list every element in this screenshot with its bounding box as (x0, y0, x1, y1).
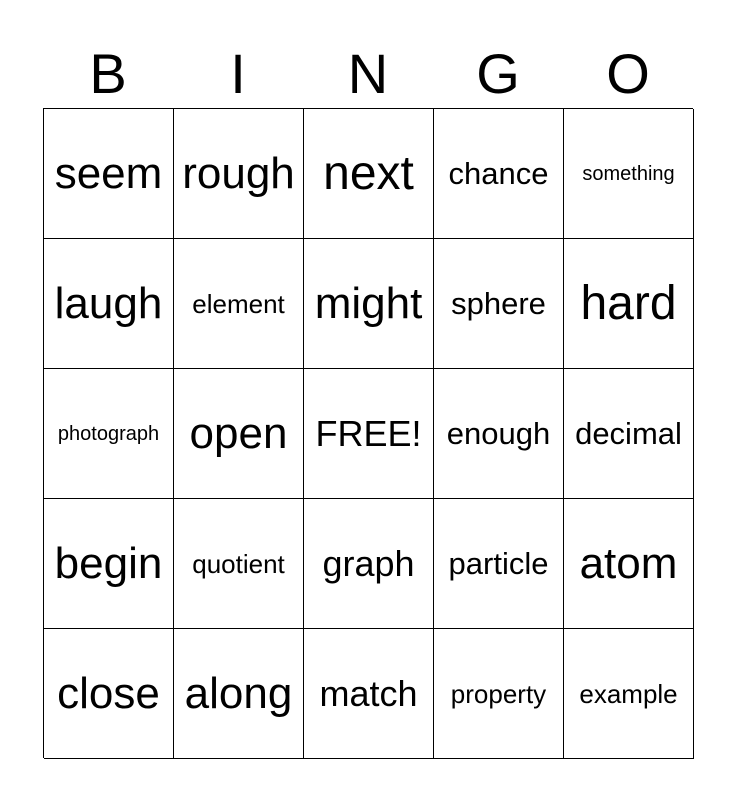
bingo-cell[interactable]: seem (44, 109, 174, 239)
free-space-cell[interactable]: FREE! (304, 369, 434, 499)
bingo-cell[interactable]: element (174, 239, 304, 369)
bingo-cell[interactable]: atom (564, 499, 694, 629)
bingo-cell[interactable]: match (304, 629, 434, 759)
bingo-cell[interactable]: laugh (44, 239, 174, 369)
header-letter-o: O (606, 42, 650, 105)
bingo-cell[interactable]: open (174, 369, 304, 499)
header-letter-i: I (230, 42, 246, 105)
bingo-cell[interactable]: along (174, 629, 304, 759)
bingo-cell[interactable]: next (304, 109, 434, 239)
bingo-cell[interactable]: might (304, 239, 434, 369)
bingo-cell[interactable]: photograph (44, 369, 174, 499)
bingo-cell[interactable]: close (44, 629, 174, 759)
bingo-cell[interactable]: enough (434, 369, 564, 499)
bingo-cell[interactable]: quotient (174, 499, 304, 629)
header-letter-g: G (476, 42, 520, 105)
bingo-cell[interactable]: property (434, 629, 564, 759)
bingo-cell[interactable]: begin (44, 499, 174, 629)
bingo-cell[interactable]: sphere (434, 239, 564, 369)
bingo-cell[interactable]: decimal (564, 369, 694, 499)
bingo-cell[interactable]: chance (434, 109, 564, 239)
bingo-cell[interactable]: something (564, 109, 694, 239)
bingo-cell[interactable]: rough (174, 109, 304, 239)
bingo-board (43, 108, 693, 758)
bingo-cell[interactable]: hard (564, 239, 694, 369)
bingo-cell[interactable]: graph (304, 499, 434, 629)
header-letter-n: N (347, 42, 389, 105)
bingo-cell[interactable]: example (564, 629, 694, 759)
header-letter-b: B (89, 42, 127, 105)
bingo-header (43, 40, 693, 108)
bingo-cell[interactable]: particle (434, 499, 564, 629)
